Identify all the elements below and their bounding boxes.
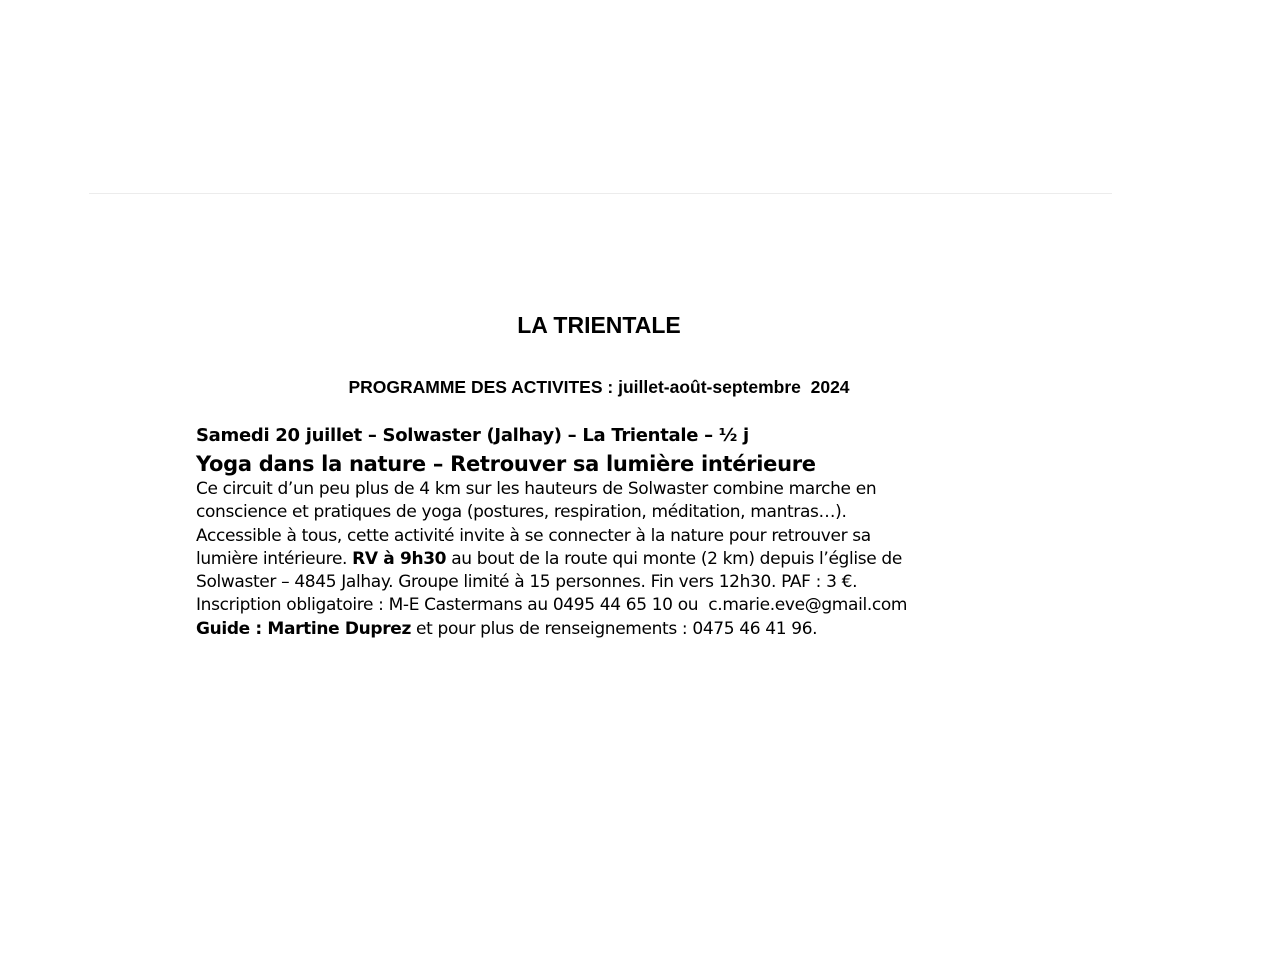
registration-line: Inscription obligatoire : M-E Castermans au 0495 44 65 10 ou c.marie.eve@gmail.com — [196, 595, 908, 616]
guide-info: et pour plus de renseignements : 0475 46 41 96. — [411, 618, 818, 639]
description-text: lumière intérieure. — [196, 548, 353, 569]
activity-entry — [196, 422, 1036, 641]
description-line: Ce circuit d’un peu plus de 4 km sur les hauteurs de Solwaster combine marche en — [196, 479, 877, 499]
description-line: Accessible à tous, cette activité invite à se connecter à la nature pour retrouver sa — [196, 525, 871, 546]
description-line: Solwaster – 4845 Jalhay. Groupe limité à 15 personnes. Fin vers 12h30. PAF : 3 €. — [196, 572, 858, 593]
guide-line — [196, 618, 1036, 641]
activity-title: Yoga dans la nature – Retrouver sa lumière intérieure — [196, 452, 816, 476]
description-text: au bout de la route qui monte (2 km) depuis l’église de — [446, 548, 902, 569]
description-line — [196, 548, 1036, 571]
guide-name: Guide : Martine Duprez — [196, 618, 411, 639]
rendezvous-time: RV à 9h30 — [352, 548, 447, 569]
document-title: LA TRIENTALE — [517, 312, 681, 338]
page-divider — [89, 193, 1112, 194]
activity-description — [196, 478, 1036, 641]
activity-date-line: Samedi 20 juillet – Solwaster (Jalhay) – La Trientale – ½ j — [196, 425, 749, 446]
programme-heading: PROGRAMME DES ACTIVITES : juillet-août-septembre 2024 — [348, 377, 850, 397]
description-line: conscience et pratiques de yoga (postures, respiration, méditation, mantras…). — [196, 502, 847, 523]
